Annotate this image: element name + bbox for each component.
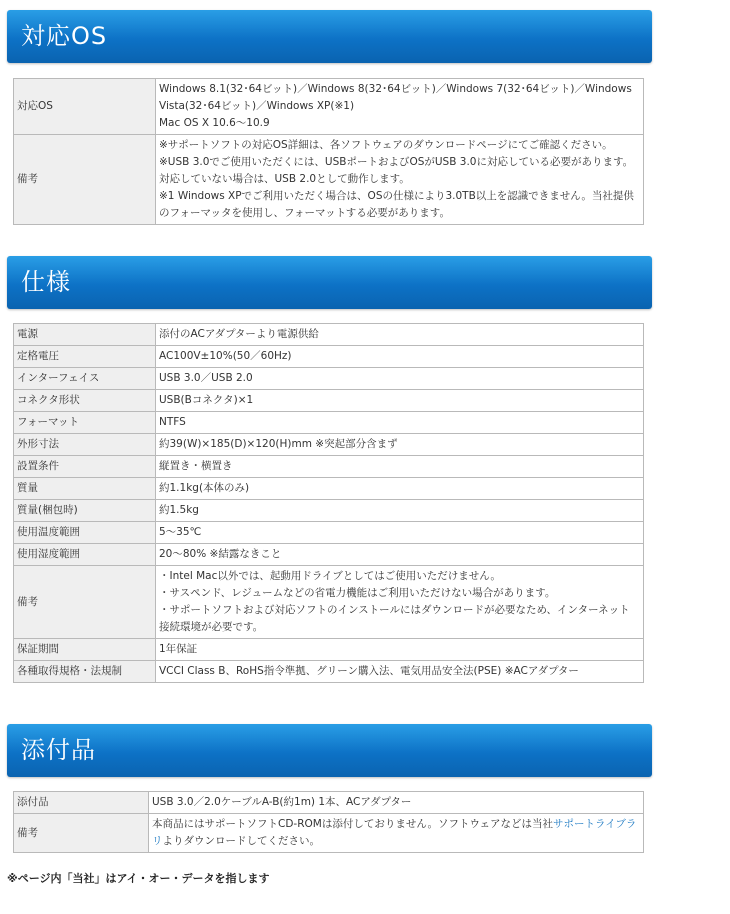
table-row [14,79,644,135]
row-label: インターフェイス [14,368,156,390]
section-title-os: 対応OS [21,22,108,50]
table-row [14,639,644,661]
row-label: 外形寸法 [14,434,156,456]
row-label: 電源 [14,324,156,346]
table-row [14,456,644,478]
row-value: NTFS [156,412,644,434]
row-value: USB 3.0／2.0ケーブルA-B(約1m) 1本、ACアダプター [149,792,644,814]
row-value: 縦置き・横置き [156,456,644,478]
row-label: 保証期間 [14,639,156,661]
row-label: フォーマット [14,412,156,434]
row-label: 備考 [14,566,156,639]
accessory-table [13,791,644,853]
row-label: 質量 [14,478,156,500]
row-value: 5～35℃ [156,522,644,544]
row-value: USB(Bコネクタ)×1 [156,390,644,412]
row-value: 約39(W)×185(D)×120(H)mm ※突起部分含まず [156,434,644,456]
row-label: 質量(梱包時) [14,500,156,522]
table-row [14,346,644,368]
footnote: ※ページ内「当社」はアイ・オー・データを指します [7,872,270,885]
value-line: Vista(32･64ビット)／Windows XP(※1) [159,100,355,112]
row-label: 定格電圧 [14,346,156,368]
row-label: 対応OS [14,79,156,135]
table-row [14,500,644,522]
row-label: 使用湿度範囲 [14,544,156,566]
value-line: ・サポートソフトおよび対応ソフトのインストールにはダウンロードが必要なため、インターネット接続環境が必要です。 [159,604,630,633]
os-table [13,78,644,225]
row-value [149,814,644,853]
table-row [14,522,644,544]
row-value: USB 3.0／USB 2.0 [156,368,644,390]
section-header-accessories [7,724,652,777]
table-row [14,390,644,412]
row-label: 備考 [14,814,149,853]
table-row [14,434,644,456]
row-value: 約1.1kg(本体のみ) [156,478,644,500]
row-value: VCCI Class B、RoHS指令準拠、グリーン購入法、電気用品安全法(PSE) ※ACアダプター [156,661,644,683]
value-line: ※1 Windows XPでご利用いただく場合は、OSの仕様により3.0TB以上を認識できません。当社提供のフォーマッタを使用し、フォーマットする必要があります。 [159,190,634,219]
section-title-spec: 仕様 [21,268,71,296]
table-row [14,544,644,566]
spec-table [13,323,644,683]
value-line: ・サスペンド、レジュームなどの省電力機能はご利用いただけない場合があります。 [159,587,556,599]
table-row [14,478,644,500]
value-line: ・Intel Mac以外では、起動用ドライブとしてはご使用いただけません。 [159,570,501,582]
row-label: 設置条件 [14,456,156,478]
table-row [14,814,644,853]
support-library-link[interactable]: サポートライブラリ [152,818,637,847]
table-row [14,792,644,814]
section-header-os [7,10,652,63]
section-title-accessories: 添付品 [21,736,96,764]
note-text: よりダウンロードしてください。 [162,835,320,847]
value-line: ※USB 3.0でご使用いただくには、USBポートおよびOSがUSB 3.0に対応している必要があります。対応していない場合は、USB 2.0として動作します。 [159,156,634,185]
row-value: 20～80% ※結露なきこと [156,544,644,566]
row-value: AC100V±10%(50／60Hz) [156,346,644,368]
row-value [156,79,644,135]
value-line: Windows 8.1(32･64ビット)／Windows 8(32･64ビット)／Windows 7(32･64ビット)／Windows [159,83,632,95]
table-row [14,412,644,434]
value-line: Mac OS X 10.6～10.9 [159,117,270,129]
row-label: 各種取得規格・法規制 [14,661,156,683]
table-row [14,368,644,390]
table-row [14,566,644,639]
table-row [14,661,644,683]
row-value: 約1.5kg [156,500,644,522]
note-text: 本商品にはサポートソフトCD-ROMは添付しておりません。ソフトウェアなどは当社 [152,818,554,830]
row-value [156,566,644,639]
table-row [14,324,644,346]
value-line: ※サポートソフトの対応OS詳細は、各ソフトウェアのダウンロードページにてご確認ください。 [159,139,613,151]
row-label: 添付品 [14,792,149,814]
row-label: コネクタ形状 [14,390,156,412]
row-value [156,135,644,225]
row-value: 添付のACアダプターより電源供給 [156,324,644,346]
table-row [14,135,644,225]
section-header-spec [7,256,652,309]
row-label: 備考 [14,135,156,225]
row-label: 使用温度範囲 [14,522,156,544]
row-value: 1年保証 [156,639,644,661]
